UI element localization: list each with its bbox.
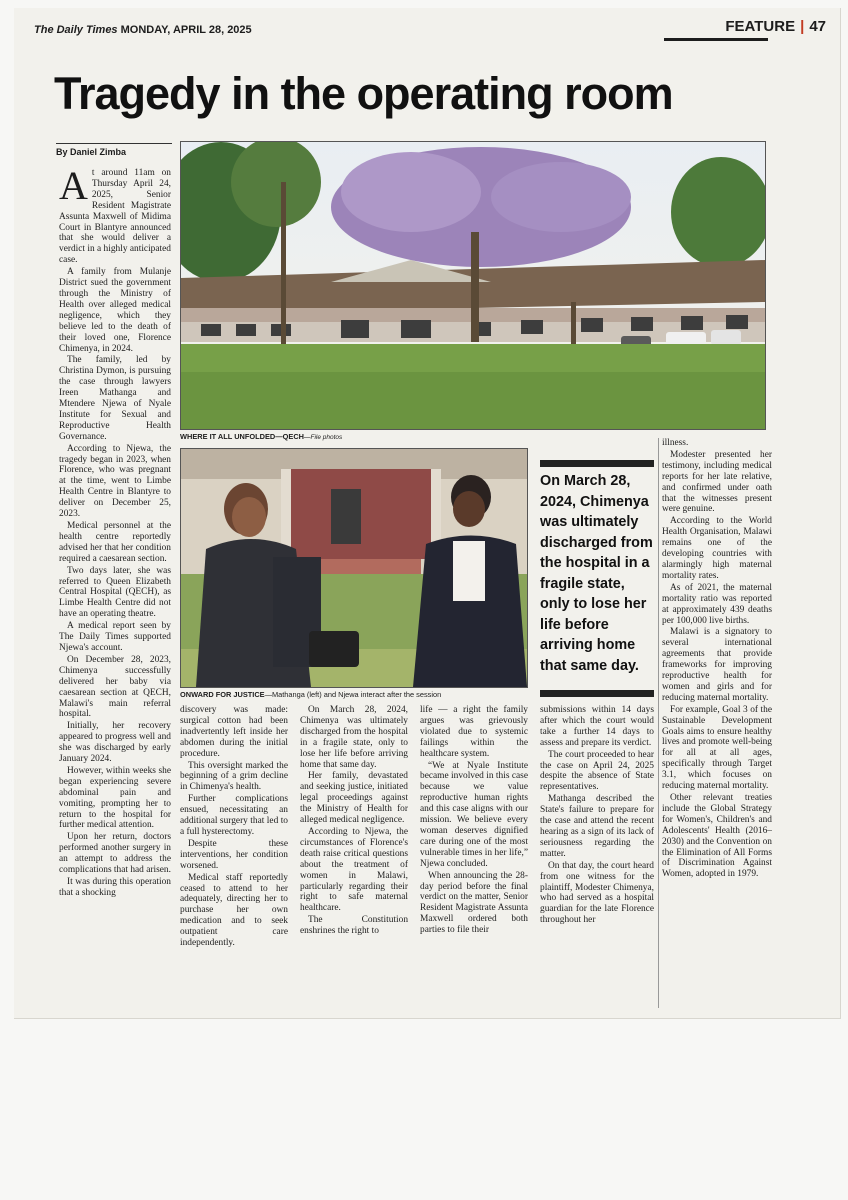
- paragraph: On that day, the court heard from one witness for the plaintiff, Modester Chimenya, who had served as a hospital guardian for the late Florence throughout her: [540, 860, 654, 926]
- paragraph: Her family, devastated and seeking justice, initiated legal proceedings against the Ministry of Health for alleged medical negligence.: [300, 771, 408, 826]
- article-column-1: [59, 163, 171, 900]
- article-column-5: [540, 705, 654, 927]
- paragraph: According to the World Health Organisation, Malawi remains one of the developing countries with alarmingly high maternal mortality rates.: [662, 516, 772, 581]
- lawyers-photo-image: [181, 449, 527, 687]
- paragraph: Other relevant treaties include the Global Strategy for Women's, Children's and Adolescents' Health (2016–2030) and the Convention on the Elimination of All Forms of Discrimination Against Women, adopted in 1979.: [662, 793, 772, 880]
- pull-quote-rule: [540, 690, 654, 697]
- paragraph: However, within weeks she began experiencing severe abdominal pain and vomiting, prompting her to return to the hospital for further medical attention.: [59, 765, 171, 831]
- column-divider: [658, 438, 659, 1008]
- photo-credit: —File photos: [304, 434, 343, 441]
- paragraph: [59, 163, 171, 266]
- headline: Tragedy in the operating room: [54, 68, 673, 119]
- paragraph: A medical report seen by The Daily Times supported Njewa's account.: [59, 621, 171, 653]
- pull-quote: On March 28, 2024, Chimenya was ultimately discharged from the hospital in a fragile state, only to lose her life before arriving home that same day.: [540, 460, 654, 701]
- paragraph: The family, led by Christina Dymon, is pursuing the case through lawyers Ireen Mathanga and Mtendere Njewa of Nyale Institute for Sexual and Reproductive Health Governance.: [59, 355, 171, 442]
- paragraph: This oversight marked the beginning of a grim decline in Chimenya's health.: [180, 760, 288, 793]
- newspaper-sheet: [14, 8, 841, 1019]
- bottom-caption-text: —Mathanga (left) and Njewa interact after the session: [264, 690, 442, 699]
- paragraph: According to Njewa, the circumstances of Florence's death raise critical questions about the treatment of women in Malawi, particularly regarding their right to safe maternal healthcare.: [300, 826, 408, 914]
- byline: By Daniel Zimba: [56, 147, 127, 157]
- hospital-photo: [180, 141, 766, 430]
- article-column-3: [300, 705, 408, 938]
- section-rule: [664, 38, 768, 41]
- paragraph: Medical staff reportedly ceased to attend to her adequately, directing her to purchase her own medication and to seek outpatient care independently.: [180, 872, 288, 949]
- paragraph: Modester presented her testimony, including medical reports for her late relative, and confirmed under oath that the witnesses present were genuine.: [662, 449, 772, 515]
- paragraph: Medical personnel at the health centre reportedly advised her that her condition required a caesarean section.: [59, 521, 171, 564]
- lawyers-photo: [180, 448, 528, 688]
- paragraph: According to Njewa, the tragedy began in 2023, when Florence, who was pregnant at the time, went to Limbe Health Centre in Blantyre to deliver on December 25, 2023.: [59, 443, 171, 520]
- paragraph: Upon her return, doctors performed another surgery in an attempt to address the complications that had arisen.: [59, 832, 171, 876]
- section-label: FEATURE: [725, 18, 796, 35]
- hospital-photo-image: [181, 142, 765, 429]
- article-column-2: [180, 705, 288, 950]
- paragraph: A family from Mulanje District sued the government through the Ministry of Health over alleged medical negligence, which they believe led to the death of their loved one, Florence Chimenya, in 2024.: [59, 267, 171, 354]
- top-caption-text: WHERE IT ALL UNFOLDED—QECH: [180, 432, 304, 441]
- drop-cap: A: [59, 163, 88, 208]
- article-column-6: [662, 438, 772, 881]
- paper-name: The Daily Times: [34, 24, 118, 36]
- paragraph: “We at Nyale Institute became involved in this case because we value reproductive human rights and this case aligns with our mission. We believe every woman deserves dignified care during one of the most vulnerable times in her life,” Njewa concluded.: [420, 760, 528, 869]
- paragraph: On December 28, 2023, Chimenya successfully delivered her baby via caesarean section at QECH, Malawi's main referral hospital.: [59, 654, 171, 720]
- bottom-caption-title: ONWARD FOR JUSTICE: [180, 690, 265, 699]
- bottom-photo-caption: [180, 690, 441, 699]
- paragraph: When announcing the 28-day period before the final verdict on the matter, Senior Resident Magistrate Assunta Maxwell ordered both parties to file their: [420, 870, 528, 936]
- paragraph: Two days later, she was referred to Queen Elizabeth Central Hospital (QECH), as Limbe Health Centre did not have an operating theatre.: [59, 565, 171, 620]
- masthead-left: [34, 24, 252, 36]
- paragraph: life — a right the family argues was grievously violated due to systemic failings within the healthcare system.: [420, 705, 528, 759]
- paragraph: Mathanga described the State's failure to prepare for the case and attend the recent hearing as a sign of its lack of seriousness regarding the matter.: [540, 794, 654, 859]
- paragraph: illness.: [662, 438, 689, 448]
- paragraph: Despite these interventions, her condition worsened.: [180, 838, 288, 871]
- paragraph: It was during this operation that a shocking: [59, 877, 171, 898]
- paragraph: Malawi is a signatory to several international agreements that provide frameworks for improving reproductive health for women and girls and for reducing maternal mortality.: [662, 627, 772, 703]
- top-photo-caption: [180, 432, 342, 441]
- paragraph: For example, Goal 3 of the Sustainable Development Goals aims to ensure healthy lives and promote well-being for all at all ages, specifically through Target 3.1, which focuses on reducing maternal mortality.: [662, 704, 772, 792]
- masthead-right: [725, 18, 826, 35]
- section-separator: |: [800, 18, 805, 35]
- byline-rule: [56, 143, 172, 144]
- paragraph: On March 28, 2024, Chimenya was ultimately discharged from the hospital in a fragile state, only to lose her life before arriving home that same day.: [300, 705, 408, 770]
- paragraph: Further complications ensued, necessitating an additional surgery that led to a full hysterectomy.: [180, 794, 288, 837]
- paragraph: The court proceeded to hear the case on April 24, 2025 despite the absence of State representatives.: [540, 749, 654, 793]
- paragraph: As of 2021, the maternal mortality ratio was reported at approximately 439 deaths per 100,000 live births.: [662, 582, 772, 626]
- issue-date: MONDAY, APRIL 28, 2025: [120, 24, 252, 36]
- paragraph: The Constitution enshrines the right to: [300, 915, 408, 937]
- paragraph: discovery was made: surgical cotton had been inadvertently left inside her abdomen during the initial procedure.: [180, 705, 288, 759]
- paragraph: Initially, her recovery appeared to progress well and she was discharged by early January 2024.: [59, 721, 171, 765]
- paragraph: submissions within 14 days after which the court would take a further 14 days to assess and prepare its verdict.: [540, 705, 654, 748]
- paragraph-text: t around 11am on Thursday April 24, 2025, Senior Resident Magistrate Assunta Maxwell of Midima Court in Blantyre announced that she would deliver a verdict in a highly anticipated case.: [59, 168, 171, 266]
- page-number: 47: [809, 18, 826, 35]
- article-column-4: [420, 705, 528, 937]
